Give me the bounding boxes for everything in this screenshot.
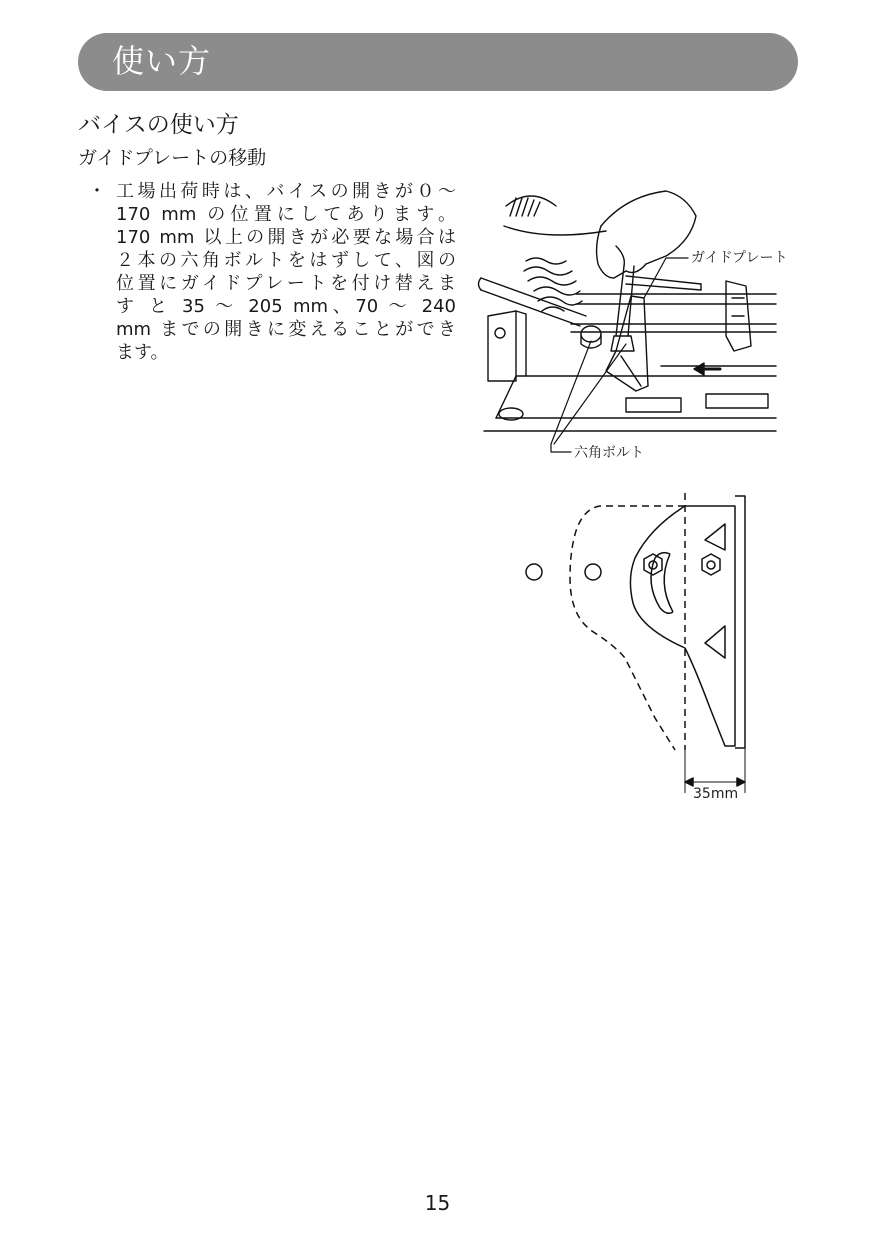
body-line: ２本の六角ボルトをはずして、図の [116,250,456,271]
body-paragraph [116,180,456,364]
body-line: 工場出荷時は、バイスの開きが０～ [116,181,456,202]
sub-heading: ガイドプレートの移動 [78,147,267,169]
body-line: ます。 [116,342,169,363]
guide-plate-diagram [515,488,765,808]
body-line: す と 35 ～ 205 mm、70 ～ 240 [116,296,456,317]
page-title: 使い方 [112,42,212,80]
body-line: mm までの開きに変えることができ [116,319,456,340]
body-line: 170 mm の位置にしてあります。 [116,204,456,225]
bullet-mark: ・ [88,181,106,202]
hex-bolt-label: 六角ボルト [574,445,644,461]
section-heading: バイスの使い方 [78,112,239,138]
header-bar [78,33,798,91]
dimension-label: 35mm [693,786,739,802]
vise-illustration [476,186,806,466]
guide-plate-label: ガイドプレート [691,250,788,266]
page-number: 15 [424,1191,451,1215]
body-line: 位置にガイドプレートを付け替えま [116,273,456,294]
body-line: 170 mm 以上の開きが必要な場合は [116,227,456,248]
